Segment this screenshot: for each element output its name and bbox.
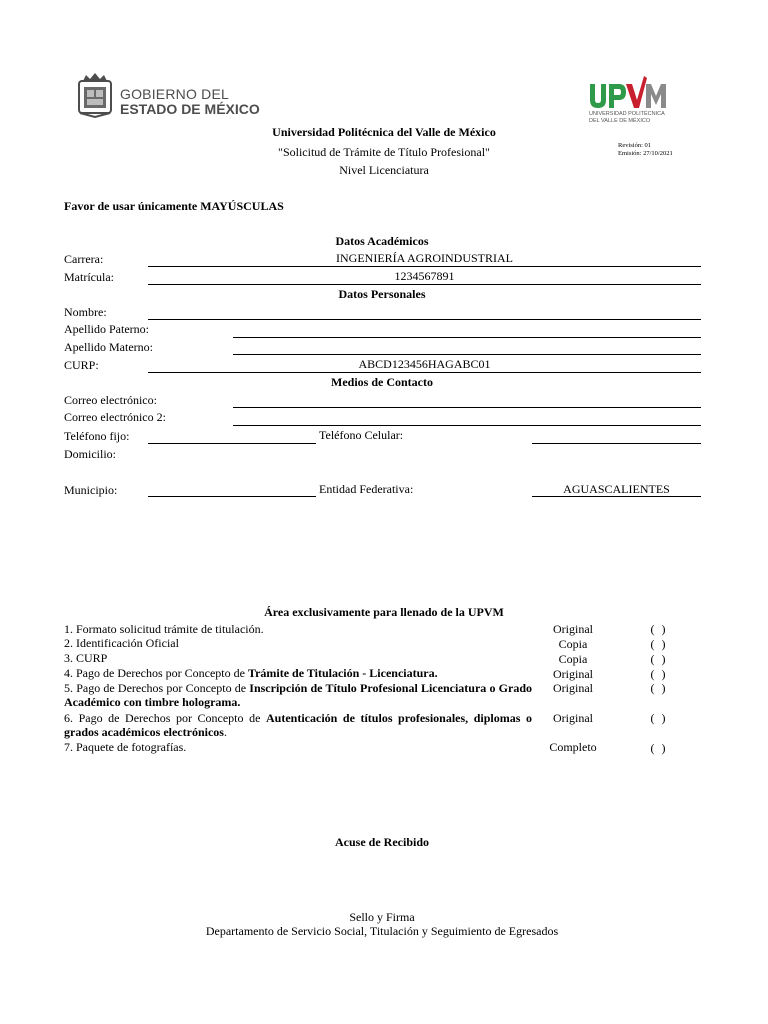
id-underline [148,284,701,285]
curp-underline [148,372,701,373]
item-4-checkbox[interactable]: ( ) [650,667,668,681]
revision-text: Revisión: 01 [618,142,652,149]
receipt-heading: Acuse de Recibido [335,835,429,849]
gov-name-line2: ESTADO DE MÉXICO [120,101,260,117]
item-3-checkbox[interactable]: ( ) [650,652,668,666]
item-5-text: 5. Pago de Derechos por Concepto de [64,681,250,695]
item-3-status: Copia [558,652,588,666]
name-label: Nombre: [64,305,107,319]
maternal-label: Apellido Materno: [64,340,153,354]
government-logo [74,72,264,120]
item-2-status: Copia [558,637,588,651]
item-4-text: 4. Pago de Derechos por Concepto de [64,666,248,680]
state-seal-icon [74,72,116,118]
curp-label: CURP: [64,358,99,372]
gov-name-line1: GOBIERNO DEL [120,86,229,102]
item-2-checkbox[interactable]: ( ) [650,637,668,651]
item-7-status: Completo [549,740,597,754]
email-field[interactable] [233,407,701,408]
email-label: Correo electrónico: [64,393,157,407]
upvm-logo [588,74,678,126]
name-field[interactable] [148,319,701,320]
paternal-label: Apellido Paterno: [64,322,149,336]
upvm-logo-icon [588,74,674,110]
curp-field[interactable] [148,357,701,371]
career-field[interactable] [148,251,701,265]
item-7-checkbox[interactable]: ( ) [650,741,668,755]
career-underline [148,266,701,267]
cell-field[interactable] [532,443,701,444]
item-3 [64,651,532,665]
item-1-status: Original [553,622,593,636]
paternal-field[interactable] [233,337,701,338]
municipality-label: Municipio: [64,483,118,497]
email2-field[interactable] [233,425,701,426]
personal-heading: Datos Personales [338,287,426,301]
item-5 [64,681,532,709]
item-1-checkbox[interactable]: ( ) [650,622,668,636]
item-4-status: Original [553,667,593,681]
state-underline [532,496,701,497]
item-2-text: 2. Identificación Oficial [64,636,179,650]
emission-text: Emisión: 27/10/2021 [618,150,673,157]
form-title: "Solicitud de Trámite de Título Profesional" [278,145,490,159]
item-7-text: 7. Paquete de fotografías. [64,740,187,754]
curp-value: ABCD123456HAGABC01 [358,357,491,371]
id-value: 1234567891 [394,269,455,283]
cell-label: Teléfono Celular: [319,428,404,442]
department-name: Departamento de Servicio Social, Titulación y Seguimiento de Egresados [205,924,559,938]
career-value: INGENIERÍA AGROINDUSTRIAL [336,251,513,265]
item-3-text: 3. CURP [64,651,108,665]
item-7 [64,740,532,754]
career-label: Carrera: [64,252,104,266]
item-6-checkbox[interactable]: ( ) [650,711,668,725]
phone-field[interactable] [148,443,316,444]
item-4 [64,666,532,680]
state-field[interactable] [532,482,701,496]
municipality-field[interactable] [148,496,316,497]
item-6-bold: Autenticación de títulos profesionales, diplomas o grados académicos electrónicos [64,711,533,739]
phone-label: Teléfono fijo: [64,429,130,443]
level-text: Nivel Licenciatura [339,163,429,177]
item-4-bold: Trámite de Titulación - Licenciatura. [247,666,438,680]
item-1-text: 1. Formato solicitud trámite de titulación. [64,622,264,636]
upvm-area-heading: Área exclusivamente para llenado de la UPVM [264,605,504,619]
item-6-text: 6. Pago de Derechos por Concepto de [64,711,266,725]
email2-label: Correo electrónico 2: [64,410,166,424]
maternal-field[interactable] [233,354,701,355]
item-6 [64,711,532,739]
upvm-logo-subtitle-1: UNIVERSIDAD POLITÉCNICA [589,111,665,117]
item-2 [64,636,532,650]
seal-signature-label: Sello y Firma [349,910,415,924]
address-label: Domicilio: [64,447,116,461]
item-5-bold: Inscripción de Título Profesional Licenciatura o Grado Académico con timbre holograma. [64,681,533,709]
id-field[interactable] [148,269,701,283]
instructions: Favor de usar únicamente MAYÚSCULAS [64,199,284,213]
item-5-status: Original [553,681,593,695]
upvm-logo-subtitle-2: DEL VALLE DE MÉXICO [589,118,651,124]
item-6-status: Original [553,711,593,725]
item-1 [64,622,532,636]
item-5-checkbox[interactable]: ( ) [650,681,668,695]
contact-heading: Medios de Contacto [331,375,433,389]
academic-heading: Datos Académicos [335,234,429,248]
university-name: Universidad Politécnica del Valle de México [272,125,496,139]
item-6-end: . [223,725,227,739]
state-label: Entidad Federativa: [319,482,414,496]
id-label: Matrícula: [64,270,114,284]
state-value: AGUASCALIENTES [563,482,670,496]
